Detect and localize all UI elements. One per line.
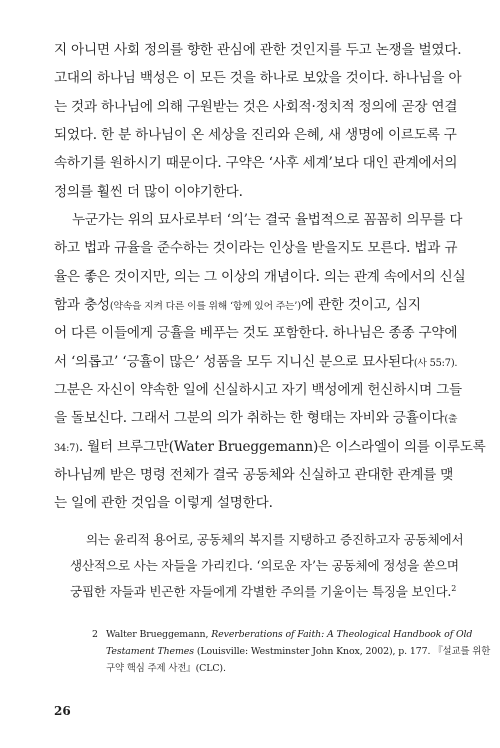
text-line: 고대의 하나님 백성은 이 모든 것을 하나로 보았을 것이다. 하나님을 아: [54, 70, 462, 86]
text-line: 정의를 훨씬 더 많이 이야기한다.: [54, 184, 243, 200]
text-line: 어 다른 이들에게 긍휼을 베푸는 것도 포함한다. 하나님은 종종 구약에: [54, 325, 458, 341]
text-line: 되었다. 한 분 하나님이 온 세상을 진리와 은혜, 새 생명에 이르도록 구: [54, 127, 457, 143]
text-line: 34:7). 월터 브루그만(Water Brueggemann)은 이스라엘이 의를 이루도록: [54, 439, 486, 455]
footnote-line: Testament Themes (Louisville: Westminster John Knox, 2002), p. 177. 『설교를 위한: [106, 646, 491, 657]
text-line: 그분은 자신이 약속한 일에 신실하시고 자기 백성에게 헌신하시며 그들: [54, 382, 462, 398]
text-line: 하고 법과 규율을 준수하는 것이라는 인상을 받을지도 모른다. 법과 규: [54, 240, 458, 256]
footnote-line: Walter Brueggemann, Reverberations of Faith: A Theological Handbook of Old: [106, 629, 473, 640]
text-line: 속하기를 원하시기 때문이다. 구약은 ‘사후 세계’보다 대인 관계에서의: [54, 155, 458, 171]
text-line: 는 일에 관한 것임을 이렇게 설명한다.: [54, 495, 273, 511]
quote-line: 궁핍한 자들과 빈곤한 자들에게 각별한 주의를 기울이는 특징을 보인다.$^2$: [70, 584, 457, 599]
text-line: 율은 좋은 것이지만, 의는 그 이상의 개념이다. 의는 관계 속에서의 신실: [54, 269, 466, 285]
text-line: 을 돌보신다. 그래서 그분의 의가 취하는 한 형태는 자비와 긍휼이다(출: [54, 410, 458, 426]
quote-line: 의는 윤리적 용어로, 공동체의 복지를 지탱하고 증진하고자 공동체에서: [86, 532, 464, 547]
text-line: 하나님께 받은 명령 전체가 결국 공동체와 신실하고 관대한 관계를 맺: [54, 467, 454, 483]
text-line: 지 아니면 사회 정의를 향한 관심에 관한 것인지를 두고 논쟁을 벌였다.: [54, 42, 462, 58]
text-line: 함과 충성(약속을 지켜 다른 이를 위해 ‘함께 있어 주는’)에 관한 것이고, 심지: [54, 297, 421, 313]
footnote-marker: 2: [451, 584, 457, 593]
text-line: 누군가는 위의 묘사로부터 ‘의’는 결국 율법적으로 꼼꼼히 의무를 다: [72, 212, 463, 228]
footnote-line: 구약 핵심 주제 사전』(CLC).: [106, 663, 226, 674]
text-line: 서 ‘의롭고’ ‘긍휼이 많은’ 성품을 모두 지니신 분으로 묘사된다(사 55:7).: [54, 354, 458, 370]
page-number: 26: [54, 704, 71, 718]
text-line: 는 것과 하나님에 의해 구원받는 것은 사회적·정치적 정의에 곧장 연결: [54, 99, 458, 115]
quote-line: 생산적으로 사는 자들을 가리킨다. ‘의로운 자’는 공동체에 정성을 쏟으며: [70, 558, 459, 573]
footnote-number: 2: [92, 629, 98, 640]
